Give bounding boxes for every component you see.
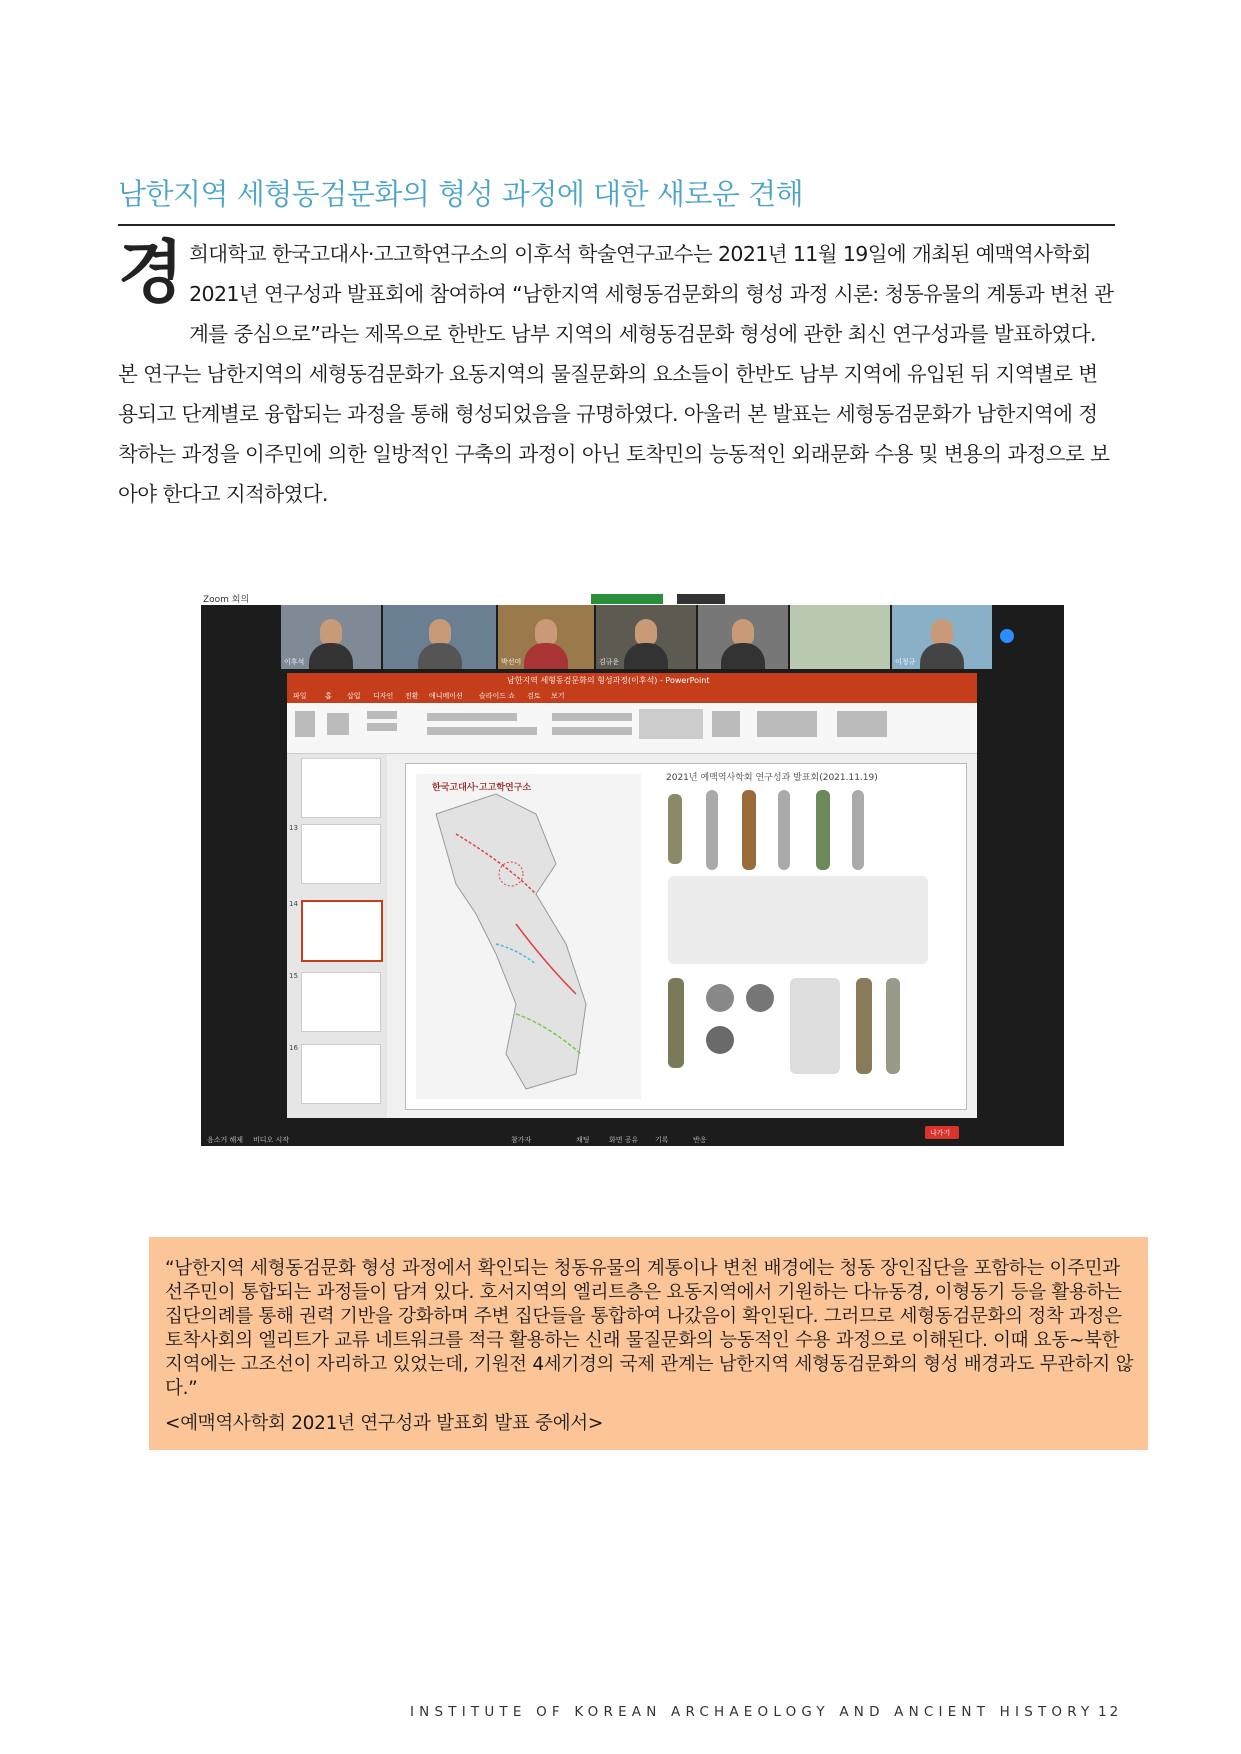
slide-thumb [301, 972, 381, 1032]
zoom-title: Zoom 회의 [203, 595, 250, 605]
ppt-ribbon [287, 703, 977, 754]
leave-button[interactable] [925, 1126, 959, 1139]
participant-tile [383, 605, 496, 669]
align-icons [552, 727, 632, 735]
participant-face [931, 619, 953, 645]
participant-tile [892, 605, 992, 669]
thumb-number: 15 [289, 972, 298, 980]
participant-face [429, 619, 451, 645]
bronze-dagger-image [668, 794, 682, 864]
ppt-title: 남한지역 세형동검문화의 형성과정(이후석) - PowerPoint [507, 676, 710, 685]
new-slide-icon [327, 713, 349, 735]
participant-face [635, 619, 657, 645]
participant-body [920, 643, 964, 669]
dagger-typology-chart [668, 876, 928, 964]
participant-name: 이후석 [284, 658, 305, 666]
zoom-control-bar [201, 1118, 1064, 1146]
quote-box [149, 1237, 1148, 1450]
artifact-drawings [790, 978, 840, 1074]
participant-face [732, 619, 754, 645]
article-title: 남한지역 세형동검문화의 형성 과정에 대한 새로운 견해 [118, 177, 804, 211]
slide-thumbnails [287, 754, 387, 1118]
ppt-tab: 검토 [527, 692, 541, 700]
participant-body [418, 643, 462, 669]
bronze-dagger-image [886, 978, 900, 1074]
korean-peninsula-map [416, 774, 641, 1099]
participant-tile [698, 605, 788, 669]
record-button[interactable]: 기록 [655, 1136, 669, 1144]
participant-face [320, 619, 342, 645]
mute-button[interactable]: 음소거 해제 [207, 1136, 244, 1144]
participant-body [721, 643, 765, 669]
video-button[interactable]: 비디오 시작 [253, 1136, 290, 1144]
quote-source: <예맥역사학회 2021년 연구성과 발표회 발표 중에서> [165, 1413, 604, 1434]
dagger-drawing [852, 790, 864, 870]
share-screen-button[interactable]: 화면 공유 [609, 1136, 639, 1144]
ppt-tab: 전환 [405, 692, 419, 700]
participant-tile [281, 605, 381, 669]
ppt-title-bar [287, 673, 977, 689]
ppt-tab: 삽입 [347, 692, 361, 700]
stop-share-button [677, 594, 725, 604]
participants-button[interactable]: 참가자 [511, 1136, 532, 1144]
participant-tile [498, 605, 594, 669]
thumb-number: 13 [289, 824, 298, 832]
ppt-tab: 파일 [293, 692, 307, 700]
font-format-icons [427, 727, 537, 735]
current-slide [405, 763, 967, 1110]
font-box [427, 713, 517, 721]
bronze-dagger-image [742, 790, 756, 870]
article-body [118, 234, 1115, 514]
shape-style-icons [757, 711, 817, 737]
ppt-tab: 슬라이드 쇼 [479, 692, 516, 700]
slide-heading: 2021년 예맥역사학회 연구성과 발표회(2021.11.19) [666, 773, 878, 783]
ppt-tab: 디자인 [373, 692, 394, 700]
chat-button[interactable]: 채팅 [576, 1136, 590, 1144]
participant-body [624, 643, 668, 669]
article-paragraph: 희대학교 한국고대사·고고학연구소의 이후석 학술연구교수는 2021년 11월 19일에 개최된 예맥역사학회 2021년 연구성과 발표회에 참여하여 “남한지역 세형동검문화의 형성 과정 시론: 청동유물의 계통과 변천 관계를 중심으로”라는 제목으로 한반도 남부 지역의 세형동검문화 형성에 관한 최신 연구성과를 발표하였다. 본 연구는 남한지역의 세형동검문화가 요동지역의 물질문화의 요소들이 한반도 남부 지역에 유입된 뒤 지역별로 변용되고 단계별로 융합되는 과정을 통해 형성되었음을 규명하였다. 아울러 본 발표는 세형동검문화가 남한지역에 정착하는 과정을 이주민에 의한 일방적인 구축의 과정이 아닌 토착민의 능동적인 외래문화 수용 및 변용의 과정으로 보아야 한다고 지적하였다. [118, 242, 1114, 506]
page-number: 12 [1098, 1704, 1122, 1720]
bronze-artifact-image [668, 978, 684, 1068]
participant-name: 이청규 [895, 658, 916, 666]
ppt-tab: 보기 [551, 692, 565, 700]
participant-body [524, 643, 568, 669]
map-icon [416, 774, 641, 1099]
thumb-number: 14 [289, 900, 298, 908]
next-page-icon [1000, 629, 1014, 643]
bronze-dagger-image [816, 790, 830, 870]
participant-tile [596, 605, 696, 669]
slide-thumb [301, 758, 381, 818]
ppt-ribbon-tabs [287, 689, 977, 703]
dagger-drawing [778, 790, 790, 870]
thumb-number: 16 [289, 1044, 298, 1052]
drop-cap: 경 [118, 234, 184, 313]
participant-face [535, 619, 557, 645]
sharing-banner [591, 594, 663, 604]
ppt-tab: 홈 [325, 692, 332, 700]
quote-text: “남한지역 세형동검문화 형성 과정에서 확인되는 청동유물의 계통이나 변천 배경에는 청동 장인집단을 포함하는 이주민과 선주민이 통합되는 과정들이 담겨 있다. 호서지역의 엘리트층은 요동지역에서 기원하는 다뉴동경, 이형동기 등을 활용하는 집단의례를 통해 권력 기반을 강화하며 주변 집단들을 통합하여 나갔음이 확인된다. 그러므로 세형동검문화의 정착 과정은 토착사회의 엘리트가 교류 네트워크를 적극 활용하는 신래 물질문화의 능동적인 수용 과정으로 이해된다. 이때 요동~북한지역에는 고조선이 자리하고 있었는데, 기원전 4세기경의 국제 관계는 남한지역 세형동검문화의 형성 배경과도 무관하지 않다.” [165, 1258, 1134, 1399]
zoom-meeting-screenshot [201, 593, 1064, 1146]
participant-name: 김규운 [599, 658, 620, 666]
title-divider [118, 224, 1115, 226]
participant-name: 박선미 [501, 658, 522, 666]
reactions-button[interactable]: 반응 [693, 1136, 707, 1144]
bronze-mirror-image [706, 1026, 734, 1054]
reset-icon [367, 723, 397, 731]
powerpoint-window [287, 673, 977, 1118]
slide-thumb [301, 1044, 381, 1104]
bronze-mirror-image [746, 984, 774, 1012]
paragraph-icons [552, 713, 632, 721]
slide-thumb [301, 824, 381, 884]
participant-body [309, 643, 353, 669]
layout-icon [367, 711, 397, 719]
paste-icon [295, 711, 315, 737]
bronze-mirror-image [706, 984, 734, 1012]
arrange-icon [712, 711, 740, 737]
slide-logo: 한국고대사·고고학연구소 [432, 783, 532, 793]
shapes-gallery [639, 709, 703, 739]
ppt-tab: 애니메이션 [429, 692, 463, 700]
participant-tile [790, 605, 890, 669]
leave-label: 나가기 [930, 1129, 951, 1137]
dagger-drawing [706, 790, 718, 870]
footer-institute: INSTITUTE OF KOREAN ARCHAEOLOGY AND ANCIENT HISTORY [410, 1704, 1095, 1720]
bronze-dagger-image [856, 978, 872, 1074]
editing-icons [837, 711, 887, 737]
slide-thumb-selected [301, 900, 383, 962]
